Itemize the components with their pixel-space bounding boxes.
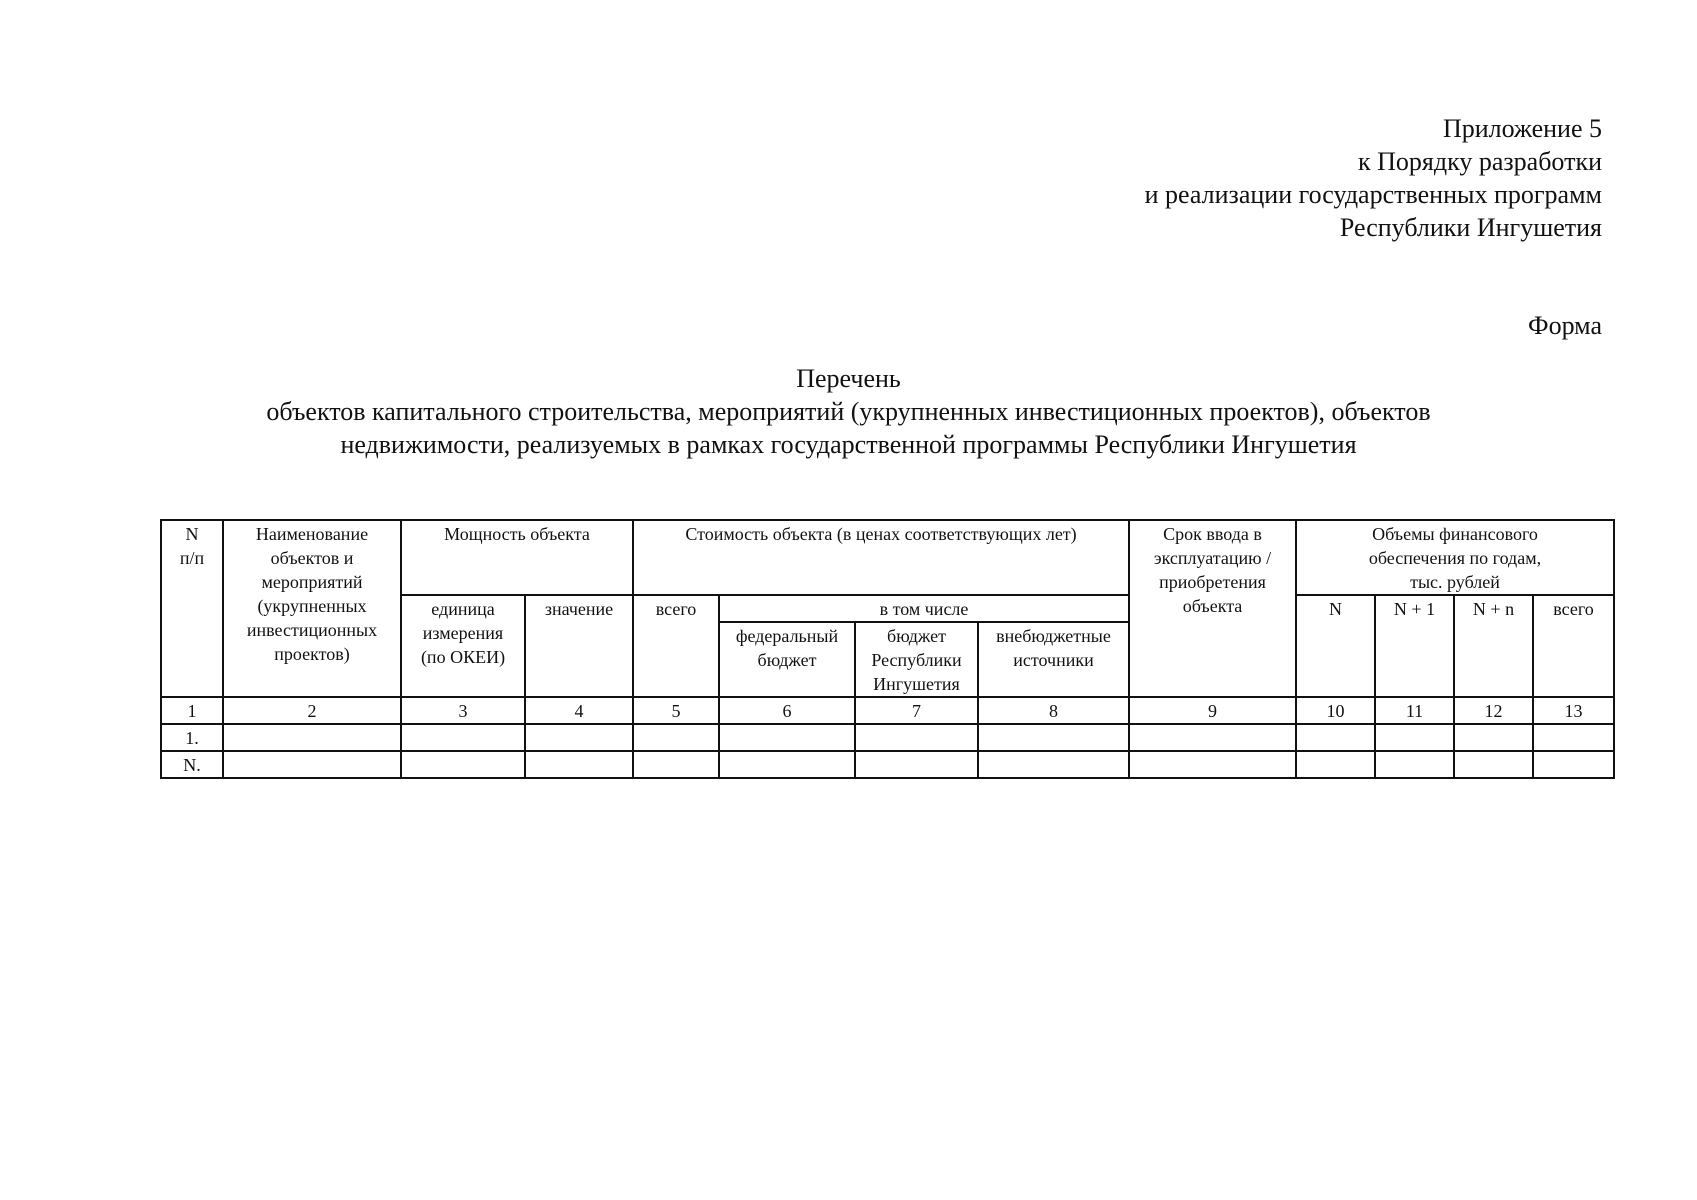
header-number: [161, 520, 223, 697]
column-number-row: [161, 697, 1614, 724]
table-cell: [1296, 724, 1375, 751]
objects-table: [160, 519, 1615, 779]
table-row: [161, 724, 1614, 751]
header-off-budget: [978, 622, 1129, 697]
header-text: бюджет: [887, 626, 946, 646]
header-commissioning-term: [1129, 520, 1296, 697]
table-cell: [855, 751, 978, 778]
table-cell: [978, 724, 1129, 751]
table-cell: [719, 724, 855, 751]
header-text: эксплуатацию /: [1153, 548, 1272, 568]
header-year-n-plus-1: N + 1: [1375, 595, 1454, 697]
table-cell: [525, 724, 633, 751]
header-funding-total: всего: [1533, 595, 1614, 697]
column-number: 13: [1533, 697, 1614, 724]
column-number: 4: [525, 697, 633, 724]
header-text: Республики: [871, 650, 962, 670]
header-text: инвестиционных: [246, 620, 378, 640]
column-number: 11: [1375, 697, 1454, 724]
column-number: 7: [855, 697, 978, 724]
header-text: Ингушетия: [873, 674, 960, 694]
row-label: 1.: [161, 724, 223, 751]
header-capacity: Мощность объекта: [401, 520, 633, 595]
header-text: приобретения: [1159, 572, 1266, 592]
header-text: обеспечения по годам,: [1368, 548, 1542, 568]
title-line: недвижимости, реализуемых в рамках государственной программы Республики Ингушетия: [340, 430, 1357, 459]
table-cell: [223, 751, 401, 778]
header-text: проектов): [274, 644, 350, 664]
table-cell: [1533, 724, 1614, 751]
header-including: в том числе: [719, 595, 1129, 622]
column-number: 12: [1454, 697, 1533, 724]
header-text: источники: [1013, 650, 1094, 670]
table-cell: [633, 724, 719, 751]
appendix-header: [1145, 112, 1602, 244]
table-cell: [401, 751, 525, 778]
header-text: измерения: [422, 623, 504, 643]
title-line: объектов капитального строительства, мероприятий (укрупненных инвестиционных проектов), объектов: [266, 397, 1431, 426]
column-number: 9: [1129, 697, 1296, 724]
appendix-line: Республики Ингушетия: [1339, 213, 1602, 242]
table-cell: [1375, 724, 1454, 751]
header-text: бюджет: [757, 650, 817, 670]
table-cell: [1296, 751, 1375, 778]
appendix-line: и реализации государственных программ: [1144, 180, 1602, 209]
header-cost-total: всего: [633, 595, 719, 697]
table-cell: [719, 751, 855, 778]
table-row: [161, 751, 1614, 778]
header-text: внебюджетные: [996, 626, 1111, 646]
header-text: объектов и: [270, 548, 354, 568]
header-text: Объемы финансового: [1372, 524, 1538, 544]
table-cell: [633, 751, 719, 778]
appendix-line: к Порядку разработки: [1357, 147, 1602, 176]
header-unit: [401, 595, 525, 697]
table-cell: [855, 724, 978, 751]
header-text: объекта: [1182, 596, 1243, 616]
table-cell: [1375, 751, 1454, 778]
header-text: Наименование: [255, 524, 369, 544]
column-number: 2: [223, 697, 401, 724]
header-republic-budget: [855, 622, 978, 697]
column-number: 5: [633, 697, 719, 724]
table-cell: [1533, 751, 1614, 778]
table-cell: [1129, 724, 1296, 751]
table-cell: [1454, 724, 1533, 751]
column-number: 3: [401, 697, 525, 724]
table-cell: [1454, 751, 1533, 778]
header-text: N: [185, 524, 199, 544]
header-text: (укрупненных: [257, 596, 367, 616]
column-number: 8: [978, 697, 1129, 724]
header-text: мероприятий: [261, 572, 363, 592]
header-text: федеральный: [735, 626, 839, 646]
header-name: [223, 520, 401, 697]
header-funding: [1296, 520, 1614, 595]
header-year-n: N: [1296, 595, 1375, 697]
table-cell: [978, 751, 1129, 778]
column-number: 6: [719, 697, 855, 724]
appendix-line: Приложение 5: [1442, 114, 1602, 143]
column-number: 1: [161, 697, 223, 724]
table-cell: [525, 751, 633, 778]
header-cost: Стоимость объекта (в ценах соответствующих лет): [633, 520, 1129, 595]
document-title: [0, 362, 1697, 461]
header-text: единица: [431, 599, 495, 619]
row-label: N.: [161, 751, 223, 778]
header-text: Срок ввода в: [1163, 524, 1262, 544]
header-text: тыс. рублей: [1410, 572, 1500, 592]
title-line: Перечень: [796, 364, 901, 393]
table-cell: [401, 724, 525, 751]
header-value: значение: [525, 595, 633, 697]
header-text: (по ОКЕИ): [420, 647, 506, 667]
header-text: п/п: [179, 548, 205, 568]
column-number: 10: [1296, 697, 1375, 724]
table-cell: [223, 724, 401, 751]
header-year-n-plus-n: N + n: [1454, 595, 1533, 697]
form-label: Форма: [1528, 311, 1602, 340]
table-cell: [1129, 751, 1296, 778]
header-federal-budget: [719, 622, 855, 697]
